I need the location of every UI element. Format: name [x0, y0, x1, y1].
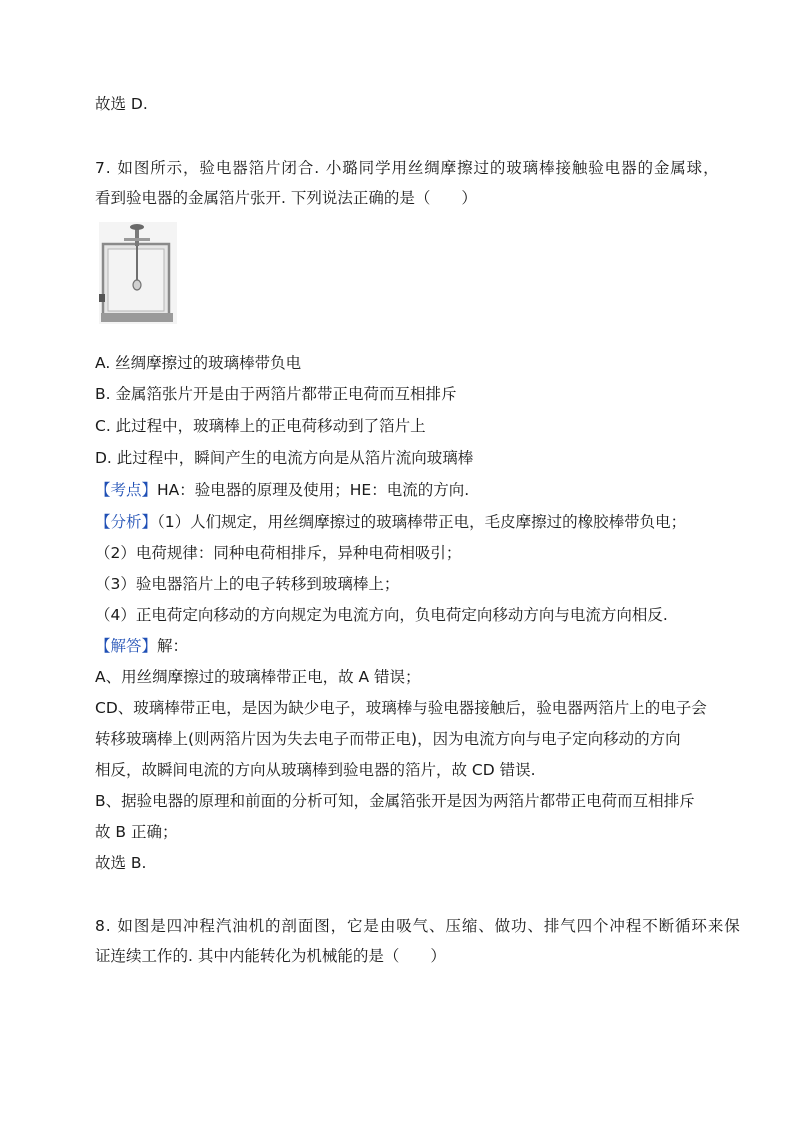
answer-line-1: A、用丝绸摩擦过的玻璃棒带正电，故 A 错误；	[95, 668, 421, 686]
q7-option-d: D. 此过程中，瞬间产生的电流方向是从箔片流向玻璃棒	[95, 449, 474, 467]
q7-stem-line-1: 7. 如图所示，验电器箔片闭合. 小璐同学用丝绸摩擦过的玻璃棒接触验电器的金属球，	[95, 159, 720, 177]
fenxi-text-1: （1）人们规定，用丝绸摩擦过的玻璃棒带正电，毛皮摩擦过的橡胶棒带负电；	[157, 513, 687, 531]
fenxi-text-2: （2）电荷规律：同种电荷相排斥，异种电荷相吸引；	[95, 544, 462, 562]
q7-option-b: B. 金属箔张片开是由于两箔片都带正电荷而互相排斥	[95, 385, 457, 403]
kaodian-tag: 【考点】	[95, 481, 158, 499]
fenxi-tag: 【分析】	[95, 513, 158, 531]
fenxi-text-4: （4）正电荷定向移动的方向规定为电流方向，负电荷定向移动方向与电流方向相反.	[95, 606, 668, 624]
q8-stem-line-1: 8. 如图是四冲程汽油机的剖面图，它是由吸气、压缩、做功、排气四个冲程不断循环来保	[95, 917, 741, 935]
q8-stem-line-2: 证连续工作的. 其中内能转化为机械能的是（ ）	[95, 947, 446, 965]
jieda-suffix: 解：	[157, 637, 189, 655]
answer-line-3: 转移玻璃棒上(则两箔片因为失去电子而带正电)，因为电流方向与电子定向移动的方向	[95, 730, 681, 748]
q7-option-c: C. 此过程中，玻璃棒上的正电荷移动到了箔片上	[95, 417, 426, 435]
q7-stem-line-2: 看到验电器的金属箔片张开. 下列说法正确的是（ ）	[95, 189, 477, 207]
answer-line-2: CD、玻璃棒带正电，是因为缺少电子，玻璃棒与验电器接触后，验电器两箔片上的电子会	[95, 699, 707, 717]
fenxi-line	[95, 512, 686, 532]
jieda-tag: 【解答】	[95, 637, 158, 655]
electroscope-figure	[99, 222, 177, 324]
answer-line-4: 相反，故瞬间电流的方向从玻璃棒到验电器的箔片，故 CD 错误.	[95, 761, 536, 779]
previous-answer-line: 故选 D.	[95, 95, 148, 113]
answer-line-5: B、据验电器的原理和前面的分析可知，金属箔张开是因为两箔片都带正电荷而互相排斥	[95, 792, 695, 810]
answer-line-7: 故选 B.	[95, 854, 147, 872]
q7-option-a: A. 丝绸摩擦过的玻璃棒带负电	[95, 354, 302, 372]
jieda-line	[95, 636, 188, 656]
kaodian-line	[95, 480, 469, 500]
answer-line-6: 故 B 正确；	[95, 823, 178, 841]
fenxi-text-3: （3）验电器箔片上的电子转移到玻璃棒上；	[95, 575, 400, 593]
kaodian-text: HA：验电器的原理及使用；HE：电流的方向.	[157, 481, 470, 499]
